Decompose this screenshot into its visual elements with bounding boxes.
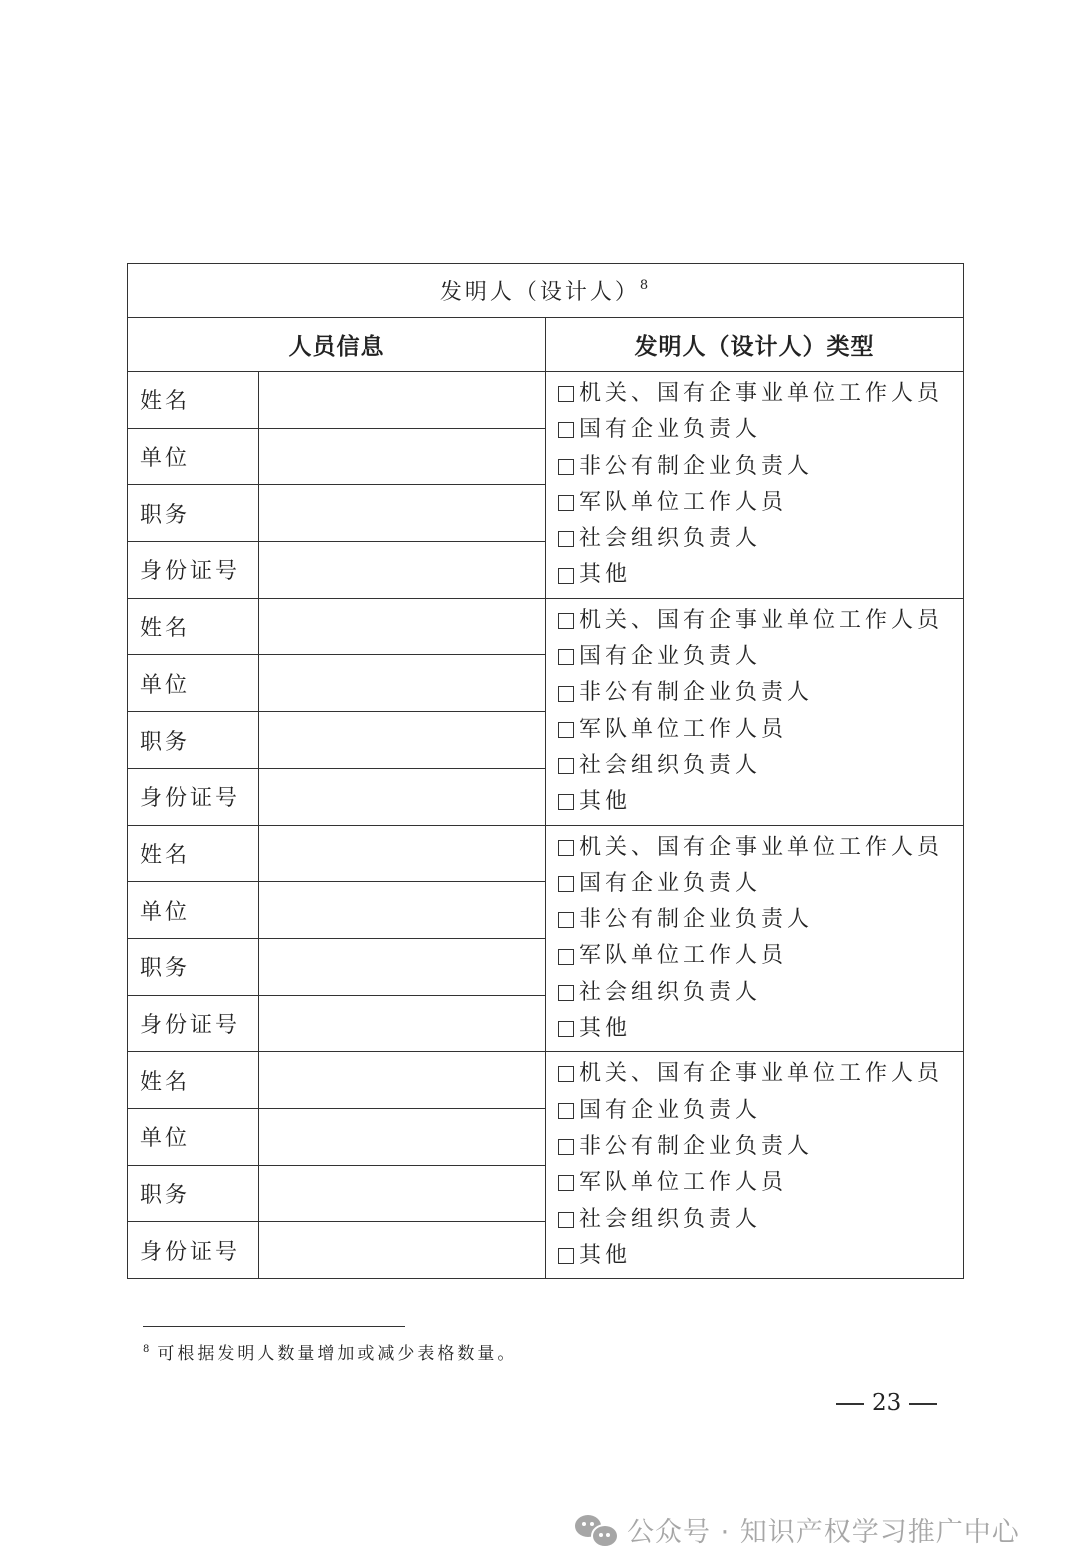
checkbox-icon[interactable] [558, 1139, 574, 1155]
label-id-number: 身份证号 [128, 1222, 259, 1279]
type-option-other[interactable]: 其他 [558, 557, 963, 593]
checkbox-icon[interactable] [558, 649, 574, 665]
label-unit: 单位 [128, 655, 259, 712]
footnote-number: 8 [143, 1344, 150, 1355]
label-name: 姓名 [128, 372, 259, 429]
checkbox-icon[interactable] [558, 949, 574, 965]
inventor-type-options [546, 372, 964, 599]
inventor-row-name [128, 372, 964, 429]
type-option-soe-leader[interactable]: 国有企业负责人 [558, 412, 963, 448]
table-title-text: 发明人（设计人） [439, 280, 640, 305]
footnote-text: 可根据发明人数量增加或减少表格数量。 [157, 1344, 518, 1364]
dash-left [836, 1403, 864, 1405]
checkbox-icon[interactable] [558, 794, 574, 810]
checkbox-icon[interactable] [558, 1066, 574, 1082]
type-option-other[interactable]: 其他 [558, 1238, 963, 1274]
checkbox-icon[interactable] [558, 459, 574, 475]
label-unit: 单位 [128, 428, 259, 485]
checkbox-icon[interactable] [558, 758, 574, 774]
checkbox-icon[interactable] [558, 1248, 574, 1264]
inventor-groups [128, 372, 964, 1279]
checkbox-icon[interactable] [558, 1175, 574, 1191]
label-unit: 单位 [128, 882, 259, 939]
checkbox-icon[interactable] [558, 1212, 574, 1228]
header-inventor-type: 发明人（设计人）类型 [546, 318, 964, 372]
header-person-info: 人员信息 [128, 318, 546, 372]
position-field[interactable] [259, 712, 546, 769]
type-option-private-leader[interactable]: 非公有制企业负责人 [558, 675, 963, 711]
label-name: 姓名 [128, 598, 259, 655]
inventor-form-table [127, 263, 964, 1279]
type-option-social-org[interactable]: 社会组织负责人 [558, 1202, 963, 1238]
type-option-state-org[interactable]: 机关、国有企事业单位工作人员 [558, 603, 963, 639]
table-title [128, 264, 964, 318]
checkbox-icon[interactable] [558, 1021, 574, 1037]
type-option-social-org[interactable]: 社会组织负责人 [558, 975, 963, 1011]
checkbox-icon[interactable] [558, 985, 574, 1001]
position-field[interactable] [259, 938, 546, 995]
checkbox-icon[interactable] [558, 422, 574, 438]
dash-right [909, 1403, 937, 1405]
name-field[interactable] [259, 825, 546, 882]
type-option-state-org[interactable]: 机关、国有企事业单位工作人员 [558, 830, 963, 866]
unit-field[interactable] [259, 1109, 546, 1166]
inventor-type-options [546, 825, 964, 1052]
label-id-number: 身份证号 [128, 995, 259, 1052]
id-number-field[interactable] [259, 542, 546, 599]
type-option-state-org[interactable]: 机关、国有企事业单位工作人员 [558, 376, 963, 412]
inventor-type-options [546, 598, 964, 825]
footnote-ref[interactable]: 8 [639, 278, 652, 293]
checkbox-icon[interactable] [558, 912, 574, 928]
type-option-soe-leader[interactable]: 国有企业负责人 [558, 639, 963, 675]
position-field[interactable] [259, 1165, 546, 1222]
label-unit: 单位 [128, 1109, 259, 1166]
name-field[interactable] [259, 598, 546, 655]
watermark-text: 公众号 · 知识产权学习推广中心 [627, 1517, 1020, 1548]
page-number [828, 1390, 945, 1416]
checkbox-icon[interactable] [558, 876, 574, 892]
type-option-other[interactable]: 其他 [558, 784, 963, 820]
checkbox-icon[interactable] [558, 686, 574, 702]
unit-field[interactable] [259, 882, 546, 939]
watermark [575, 1510, 1020, 1549]
checkbox-icon[interactable] [558, 568, 574, 584]
checkbox-icon[interactable] [558, 495, 574, 511]
id-number-field[interactable] [259, 1222, 546, 1279]
type-option-private-leader[interactable]: 非公有制企业负责人 [558, 902, 963, 938]
type-option-military[interactable]: 军队单位工作人员 [558, 1165, 963, 1201]
checkbox-icon[interactable] [558, 386, 574, 402]
id-number-field[interactable] [259, 995, 546, 1052]
page-number-text: 23 [872, 1390, 902, 1416]
label-name: 姓名 [128, 825, 259, 882]
label-position: 职务 [128, 485, 259, 542]
type-option-private-leader[interactable]: 非公有制企业负责人 [558, 1129, 963, 1165]
checkbox-icon[interactable] [558, 613, 574, 629]
name-field[interactable] [259, 372, 546, 429]
footnote-divider [143, 1326, 405, 1327]
wechat-icon [575, 1513, 619, 1547]
label-id-number: 身份证号 [128, 542, 259, 599]
inventor-row-name [128, 825, 964, 882]
label-id-number: 身份证号 [128, 768, 259, 825]
label-name: 姓名 [128, 1052, 259, 1109]
label-position: 职务 [128, 712, 259, 769]
label-position: 职务 [128, 1165, 259, 1222]
type-option-social-org[interactable]: 社会组织负责人 [558, 521, 963, 557]
type-option-social-org[interactable]: 社会组织负责人 [558, 748, 963, 784]
unit-field[interactable] [259, 655, 546, 712]
checkbox-icon[interactable] [558, 722, 574, 738]
unit-field[interactable] [259, 428, 546, 485]
type-option-military[interactable]: 军队单位工作人员 [558, 485, 963, 521]
type-option-private-leader[interactable]: 非公有制企业负责人 [558, 449, 963, 485]
checkbox-icon[interactable] [558, 840, 574, 856]
type-option-other[interactable]: 其他 [558, 1011, 963, 1047]
checkbox-icon[interactable] [558, 1103, 574, 1119]
footnote [143, 1339, 517, 1364]
id-number-field[interactable] [259, 768, 546, 825]
type-option-military[interactable]: 军队单位工作人员 [558, 712, 963, 748]
type-option-soe-leader[interactable]: 国有企业负责人 [558, 866, 963, 902]
checkbox-icon[interactable] [558, 531, 574, 547]
position-field[interactable] [259, 485, 546, 542]
name-field[interactable] [259, 1052, 546, 1109]
type-option-military[interactable]: 军队单位工作人员 [558, 938, 963, 974]
inventor-type-options [546, 1052, 964, 1279]
inventor-row-name [128, 1052, 964, 1109]
inventor-row-name [128, 598, 964, 655]
label-position: 职务 [128, 938, 259, 995]
type-option-soe-leader[interactable]: 国有企业负责人 [558, 1093, 963, 1129]
type-option-state-org[interactable]: 机关、国有企事业单位工作人员 [558, 1056, 963, 1092]
